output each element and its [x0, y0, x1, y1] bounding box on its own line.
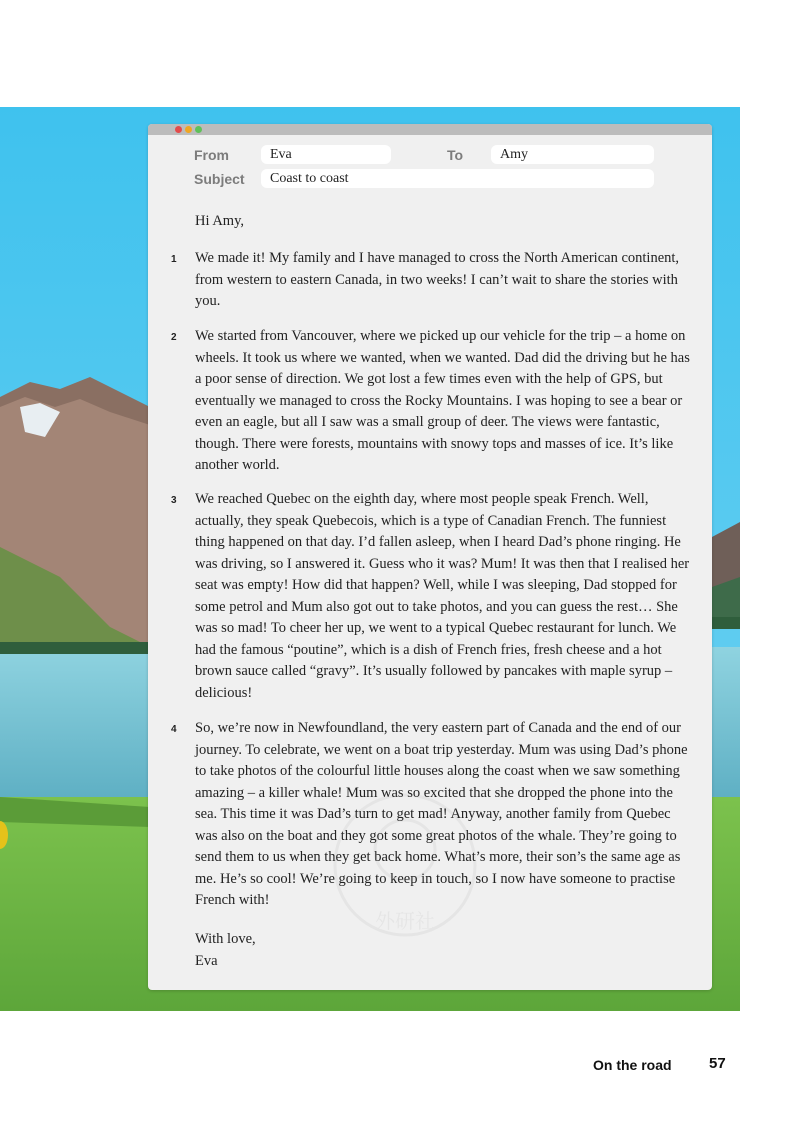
paragraph-number: 4 — [171, 724, 177, 735]
email-window — [148, 124, 712, 990]
window-title-bar — [148, 124, 712, 135]
signature: Eva — [195, 953, 218, 969]
page-number: 57 — [709, 1055, 726, 1072]
paragraph-number: 2 — [171, 332, 177, 343]
to-field: Amy — [491, 145, 654, 164]
paragraph: We made it! My family and I have managed to cross the North American continent, from western to eastern Canada, in two weeks! I can’t wait to share the stories with you. — [195, 250, 680, 309]
maximize-window-dot — [195, 126, 202, 133]
paragraph: We started from Vancouver, where we picked up our vehicle for the trip – a home on wheels. It took us where we wanted, when we wanted. Dad did the driving but he has a poor sense of direction. We got lost a few times even with the help of GPS, but eventually we managed to cross the Rocky Mountains. I was hoping to see a bear or even an eagle, but all I saw was a small group of deer. The views were fantastic, though. There were forests, mountains with snowy tops and masses of ice. It’s like another world. — [195, 328, 690, 473]
paragraph-number: 3 — [171, 495, 177, 506]
greeting: Hi Amy, — [195, 213, 245, 229]
to-label: To — [447, 147, 464, 163]
paragraph-number: 1 — [171, 254, 177, 265]
sign-off: With love, — [195, 931, 256, 947]
footer-section-title: On the road — [593, 1057, 672, 1073]
minimize-window-dot — [185, 126, 192, 133]
paragraph: So, we’re now in Newfoundland, the very eastern part of Canada and the end of our journey. To celebrate, we went on a boat trip yesterday. Mum was using Dad’s phone to take photos of the colourful little houses along the coast when we saw something amazing – a killer whale! Mum was so excited that she dropped the phone into the sea. This time it was Dad’s turn to get mad! Anyway, another family from Quebec was also on the boat and they got some great photos of the whale. They’re going to send them to us when they get back home. What’s more, their son’s the same age as me. He’s so cool! We’re going to keep in touch, so I now have someone to practise French with! — [195, 720, 688, 908]
close-window-dot — [175, 126, 182, 133]
subject-label: Subject — [194, 171, 245, 187]
paragraph: We reached Quebec on the eighth day, where most people speak French. Well, actually, they speak Quebecois, which is a type of Canadian French. The funniest thing happened on that day. I’d fallen asleep, when I heard Dad’s phone ringing. He was driving, so I answered it. Guess who it was? Mum! It was then that I realised her seat was empty! How did that happen? Well, while I was sleeping, Dad stopped for some petrol and Mum also got out to take photos, and you can guess the rest… She was so mad! To cheer her up, we went to a typical Quebec restaurant for lunch. We had the famous “poutine”, which is a dish of French fries, fresh cheese and a hot brown sauce called “gravy”. It’s usually followed by pancakes with maple syrup – delicious! — [195, 491, 690, 701]
from-field: Eva — [261, 145, 391, 164]
subject-field: Coast to coast — [261, 169, 654, 188]
from-label: From — [194, 147, 229, 163]
